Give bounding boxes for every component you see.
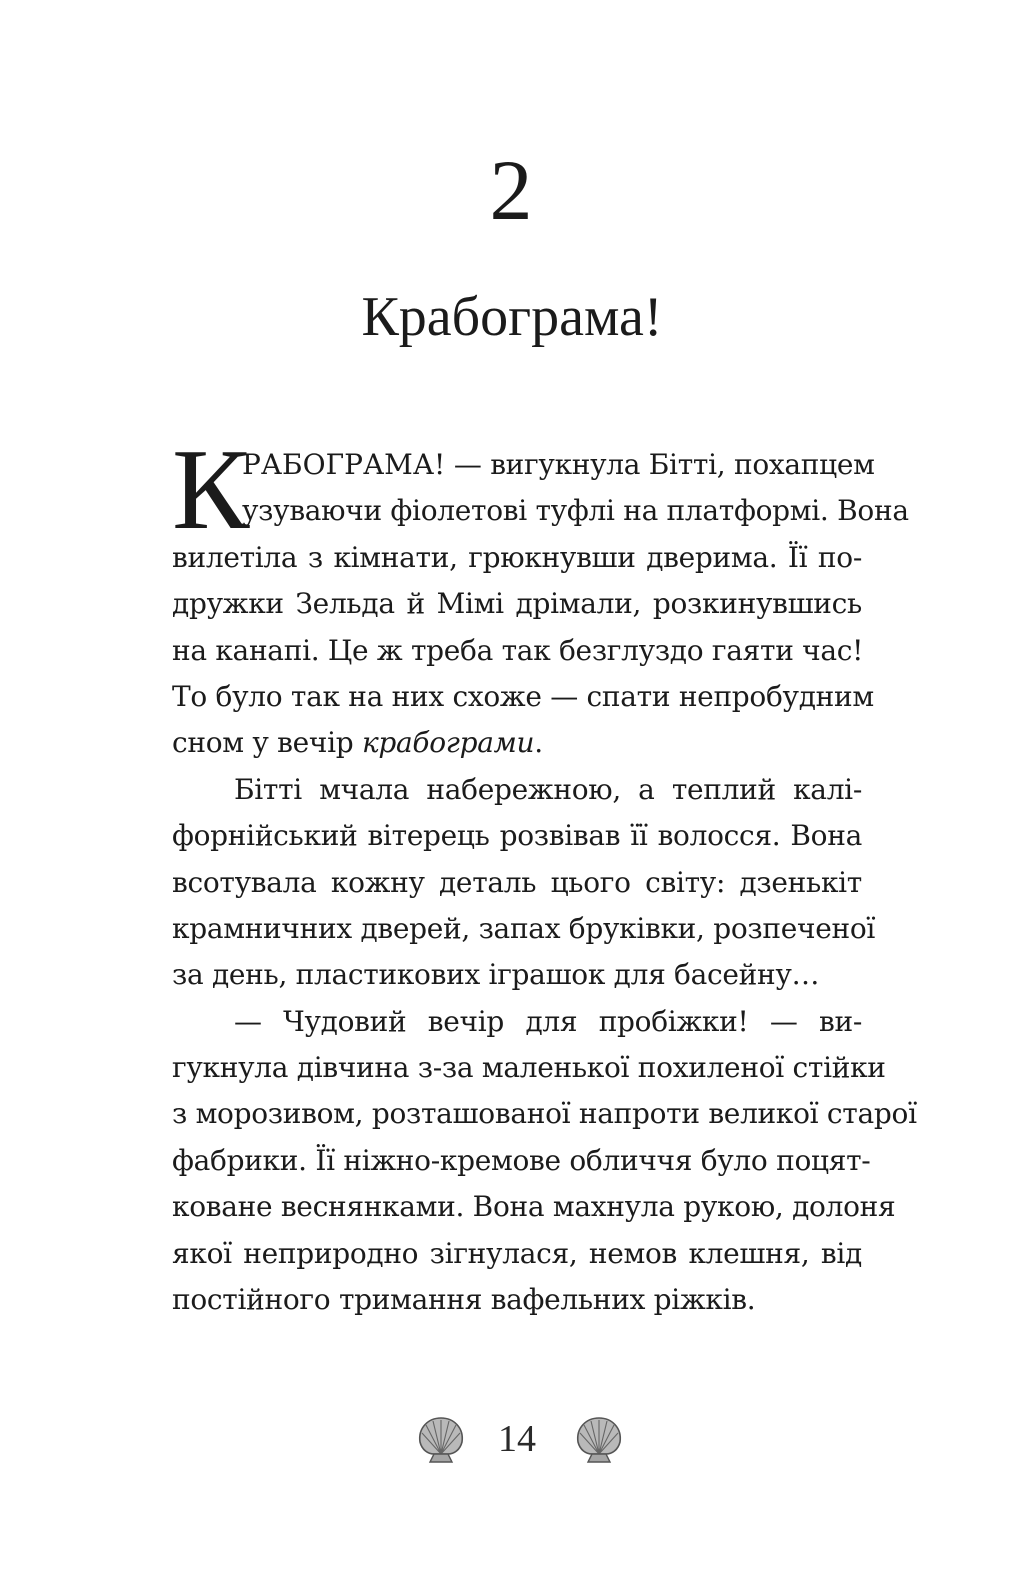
line-text: . [534, 726, 543, 760]
page-number: 14 [498, 1418, 536, 1460]
paragraph-3-line-2: гукнула дівчина з-за маленької похиленої стійки [172, 1051, 886, 1085]
paragraph-2-line-3: всотувала кожну деталь цього світу: дзенькіт [172, 865, 862, 899]
paragraph-1-line-6: То було так на них схоже — спати непробудним [172, 679, 874, 713]
scallop-shell-icon [414, 1412, 468, 1466]
paragraph-1-line-2: узуваючи фіолетові туфлі на платформі. Вона [242, 494, 909, 528]
scallop-shell-icon [572, 1412, 626, 1466]
line-text: — вигукнула Бітті, похапцем [445, 448, 875, 481]
paragraph-1-line-1 [172, 442, 875, 488]
paragraph-2-line-1: Бітті мчала набережною, а теплий калі- [234, 772, 862, 806]
paragraph-1-line-7 [172, 720, 862, 766]
paragraph-3-line-6: якої неприродно зігнулася, немов клешня, від [172, 1236, 862, 1270]
paragraph-3-line-5: коване веснянками. Вона махнула рукою, долоня [172, 1190, 896, 1224]
paragraph-3-line-1: — Чудовий вечір для пробіжки! — ви- [234, 1004, 862, 1038]
paragraph-3-line-3: з морозивом, розташованої напроти великої старої [172, 1097, 917, 1131]
paragraph-2-line-2: форнійський вітерець розвівав її волосся. Вона [172, 819, 862, 853]
chapter-body [172, 426, 917, 1323]
chapter-title: Крабограма! [361, 286, 663, 348]
paragraph-1-line-4: дружки Зельда й Мімі дрімали, розкинувшись [172, 587, 862, 621]
drop-cap: К [172, 426, 250, 554]
lead-caps: РАБОГРАМА! [242, 448, 446, 481]
paragraph-1-line-3: вилетіла з кімнати, грюкнувши дверима. Її по- [172, 540, 862, 574]
page-footer [0, 1408, 1024, 1468]
paragraph-3-line-4: фабрики. Її ніжно-кремове обличчя було поцят- [172, 1143, 871, 1177]
paragraph-2-line-5: за день, пластикових іграшок для басейну… [172, 958, 820, 992]
paragraph-1-line-5: на канапі. Це ж треба так безглуздо гаяти час! [172, 633, 864, 667]
paragraph-3-line-7: постійного тримання вафельних ріжків. [172, 1283, 756, 1317]
italic-word: крабограми [361, 726, 535, 760]
chapter-number: 2 [489, 142, 535, 238]
paragraph-2-line-4: крамничних дверей, запах бруківки, розпеченої [172, 911, 876, 945]
line-text: сном у вечір [172, 726, 362, 760]
